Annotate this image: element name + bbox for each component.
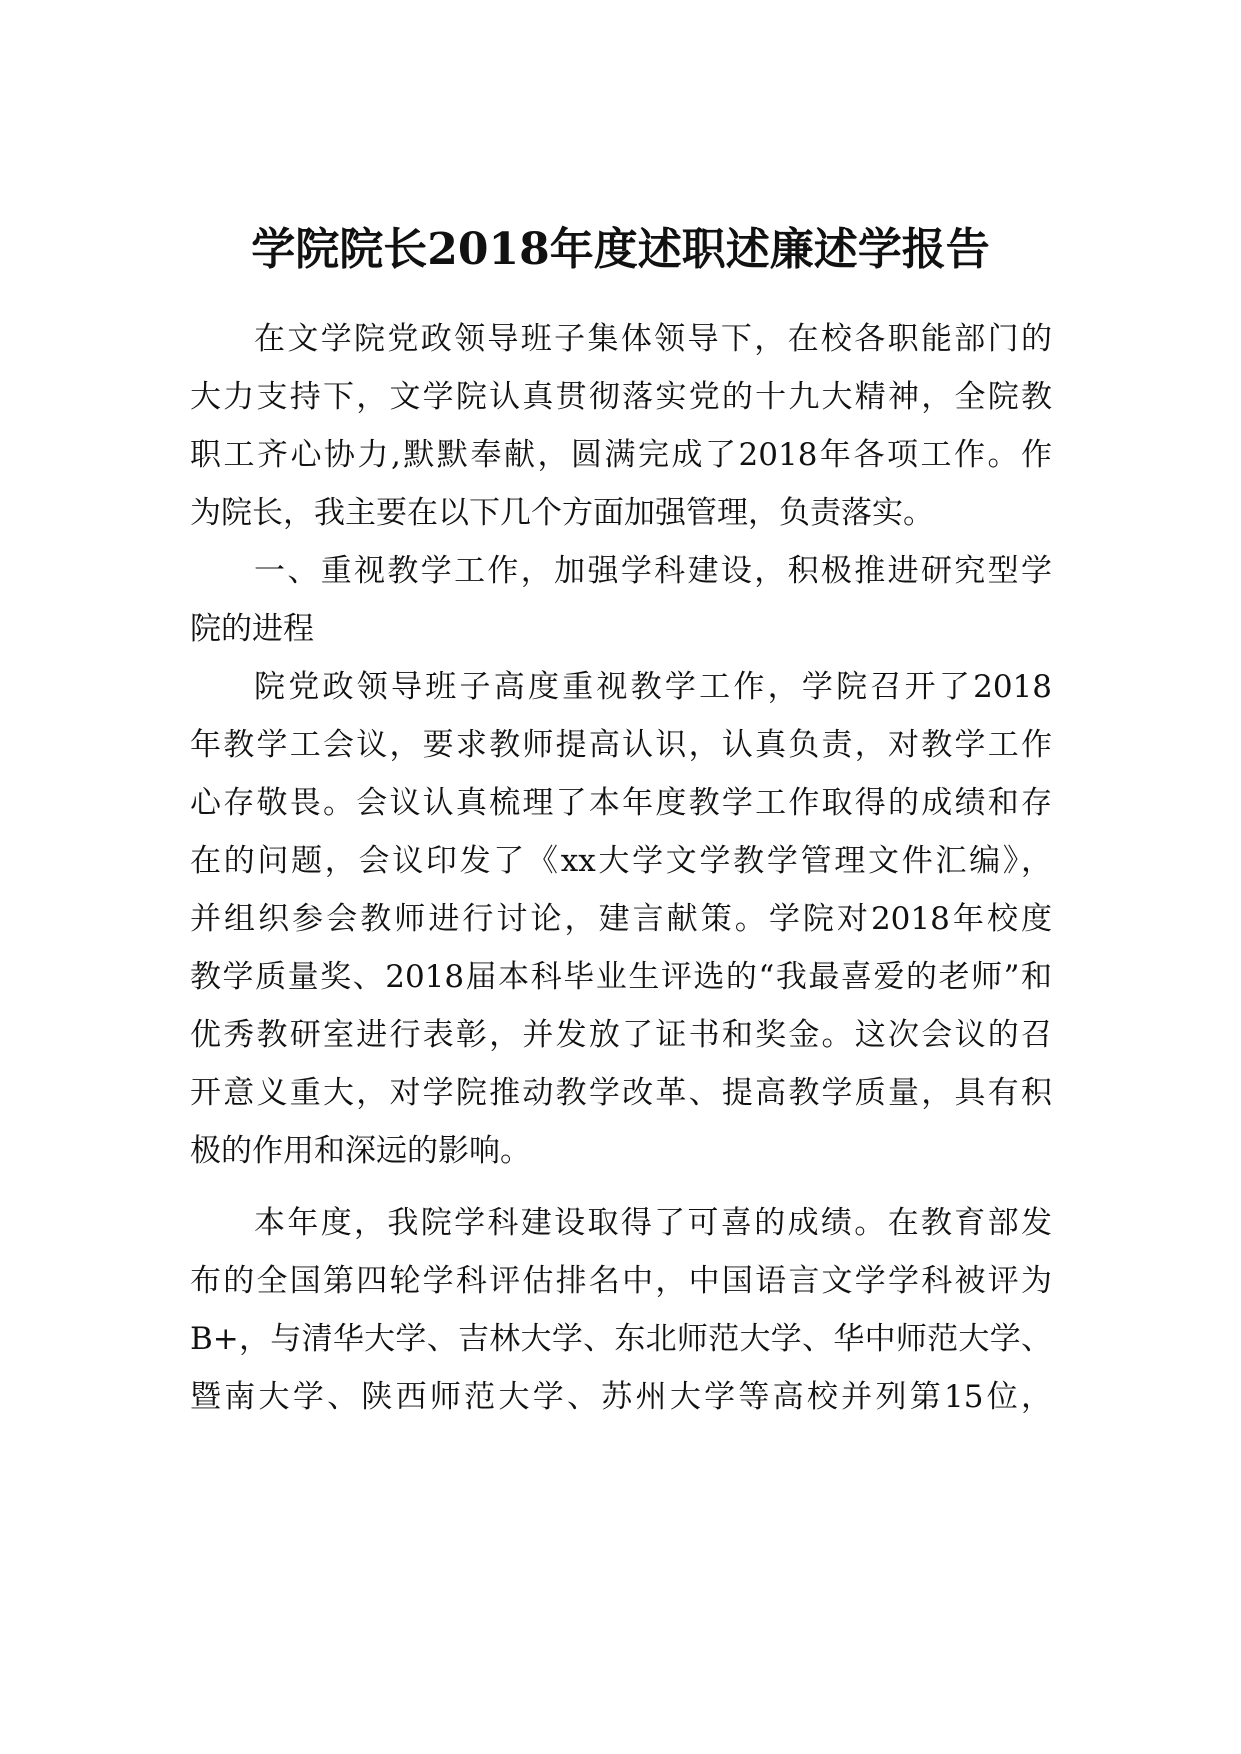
- section-heading-1-line-2: 院的进程: [190, 611, 314, 647]
- document-title: 学院院长2018年度述职述廉述学报告: [251, 224, 990, 275]
- paragraph-2-line-4: 在的问题，会议印发了《xx大学文学教学管理文件汇编》，: [190, 843, 1052, 879]
- paragraph-2-line-6: 教学质量奖、2018届本科毕业生评选的“我最喜爱的老师”和: [190, 959, 1052, 995]
- paragraph-3-line-3: B+，与清华大学、吉林大学、东北师范大学、华中师范大学、: [190, 1321, 1052, 1357]
- paragraph-3-line-1: 本年度，我院学科建设取得了可喜的成绩。在教育部发: [254, 1205, 1052, 1241]
- paragraph-2-line-8: 开意义重大，对学院推动教学改革、提高教学质量，具有积: [190, 1075, 1052, 1111]
- paragraph-3-line-2: 布的全国第四轮学科评估排名中，中国语言文学学科被评为: [190, 1263, 1052, 1299]
- section-heading-1-line-1: 一、重视教学工作，加强学科建设，积极推进研究型学: [254, 553, 1052, 589]
- paragraph-2-line-7: 优秀教研室进行表彰，并发放了证书和奖金。这次会议的召: [190, 1017, 1052, 1053]
- paragraph-1-line-2: 大力支持下，文学院认真贯彻落实党的十九大精神，全院教: [190, 379, 1052, 415]
- paragraph-2-line-5: 并组织参会教师进行讨论，建言献策。学院对2018年校度: [190, 901, 1052, 937]
- paragraph-2-line-9: 极的作用和深远的影响。: [190, 1133, 531, 1169]
- paragraph-2-line-1: 院党政领导班子高度重视教学工作，学院召开了2018: [254, 669, 1052, 705]
- paragraph-1-line-1: 在文学院党政领导班子集体领导下，在校各职能部门的: [254, 321, 1052, 357]
- paragraph-1-line-3: 职工齐心协力,默默奉献，圆满完成了2018年各项工作。作: [190, 437, 1052, 473]
- paragraph-3-line-4: 暨南大学、陕西师范大学、苏州大学等高校并列第15位，: [190, 1379, 1052, 1415]
- paragraph-1-line-4: 为院长，我主要在以下几个方面加强管理，负责落实。: [190, 495, 934, 531]
- paragraph-2-line-3: 心存敬畏。会议认真梳理了本年度教学工作取得的成绩和存: [190, 785, 1052, 821]
- paragraph-2-line-2: 年教学工会议，要求教师提高认识，认真负责，对教学工作: [190, 727, 1052, 763]
